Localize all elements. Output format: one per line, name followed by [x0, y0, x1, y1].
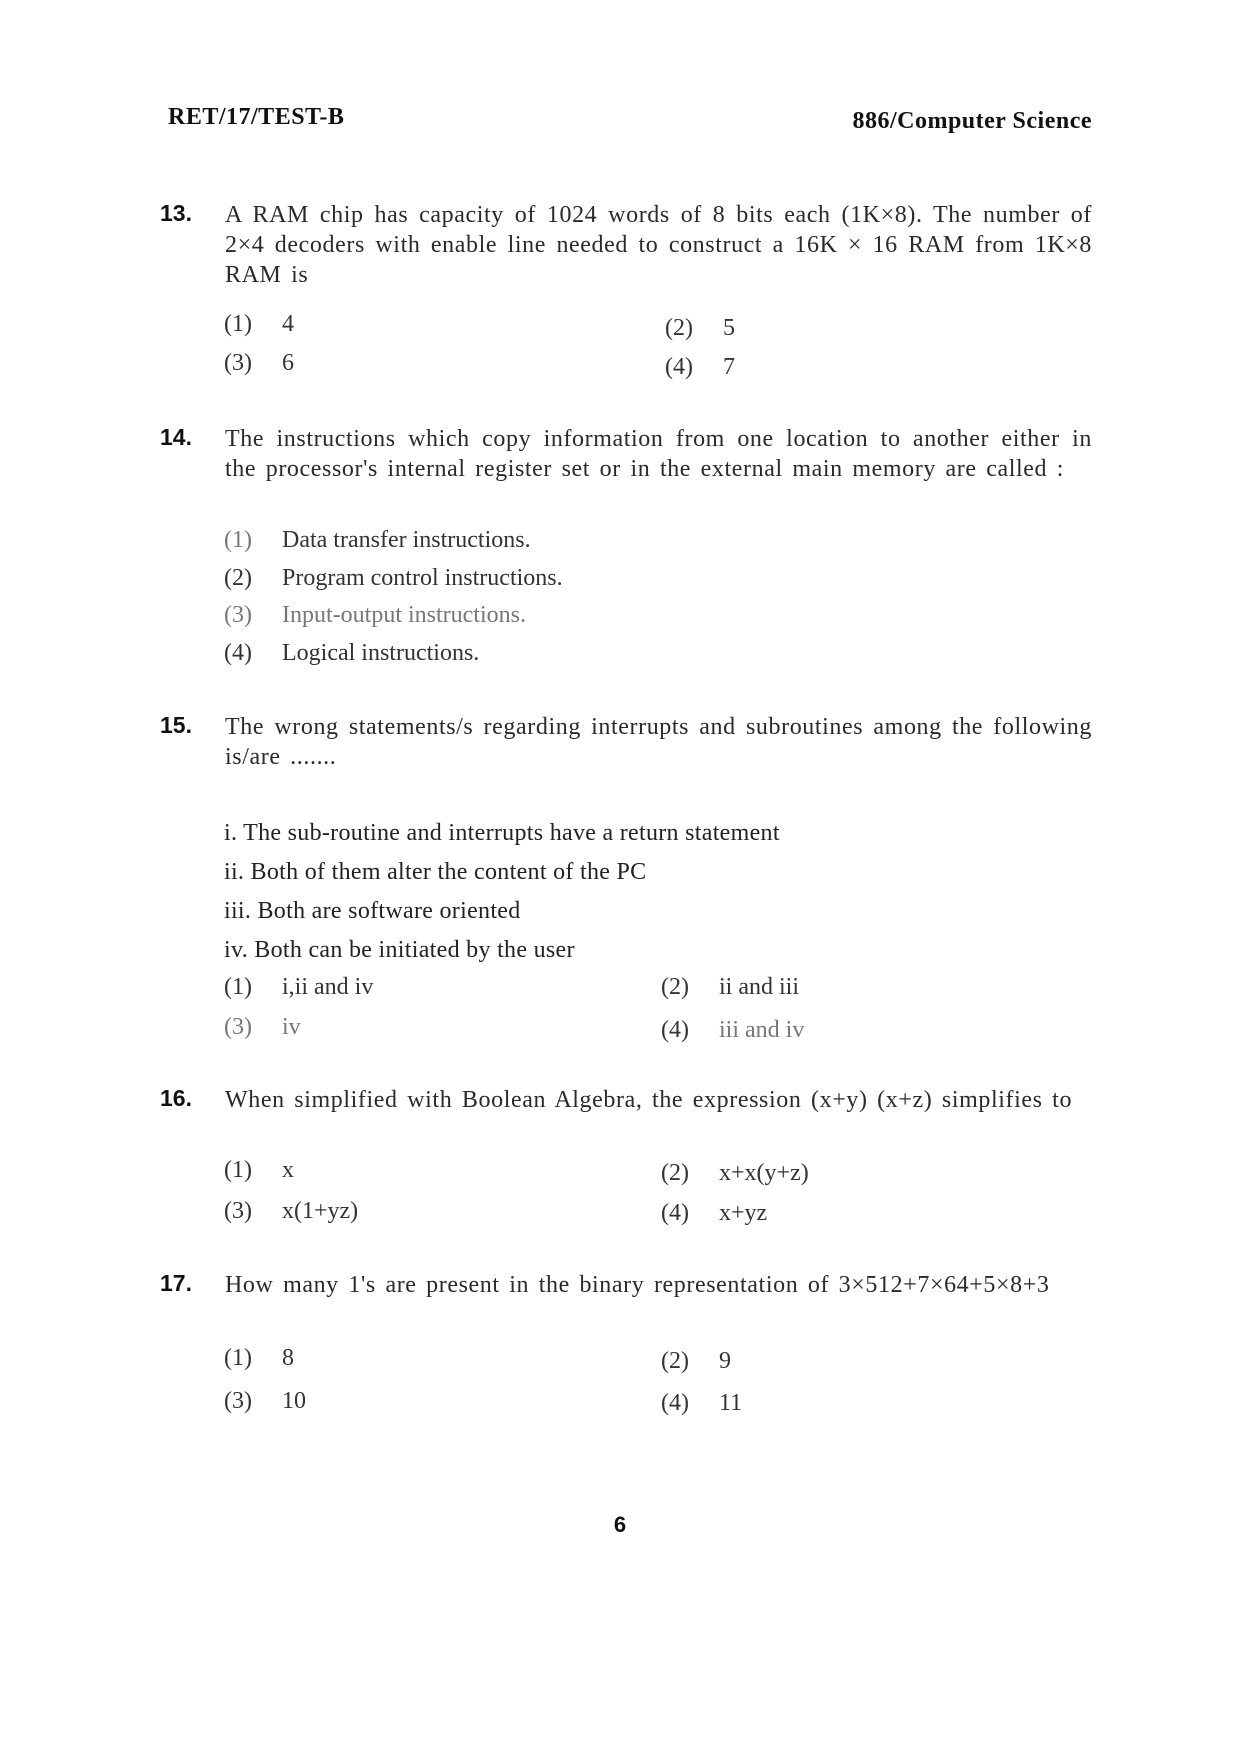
option-number: (2) [665, 315, 693, 341]
option-text: 4 [282, 311, 294, 337]
option-number: (4) [661, 1200, 689, 1226]
option-number: (1) [224, 527, 252, 553]
option-text: x [282, 1157, 294, 1183]
question-16 [160, 1085, 1092, 1155]
option-4[interactable] [661, 1388, 742, 1418]
question-17 [160, 1270, 1092, 1340]
option-number: (3) [224, 1014, 252, 1040]
question-text: How many 1's are present in the binary representation of 3×512+7×64+5×8+3 [225, 1272, 1050, 1298]
question-text: When simplified with Boolean Algebra, the expression (x+y) (x+z) simplifies to [225, 1087, 1073, 1113]
option-number: (2) [224, 565, 252, 591]
option-number: (3) [224, 350, 252, 376]
option-4[interactable] [224, 638, 479, 668]
option-text: x(1+yz) [282, 1198, 359, 1224]
question-13 [160, 200, 1092, 380]
subject-title: 886/Computer Science [852, 108, 1092, 134]
question-number: 14. [160, 424, 192, 450]
option-number: (4) [224, 640, 252, 666]
question-number: 17. [160, 1270, 192, 1296]
option-2[interactable] [224, 563, 563, 593]
option-text: x+yz [719, 1200, 768, 1226]
option-number: (3) [224, 602, 252, 628]
question-text: A RAM chip has capacity of 1024 words of 8 bits each (1K×8). The number of 2×4 decoders with enable line needed to construct a 16K × 16 RAM from 1K×8 RAM is [225, 202, 1092, 288]
option-number: (4) [665, 354, 693, 380]
option-text: 9 [719, 1348, 731, 1374]
option-number: (1) [224, 1157, 252, 1183]
option-1[interactable] [224, 309, 294, 339]
statement-i: i. The sub-routine and interrupts have a return statement [224, 820, 780, 846]
option-3[interactable] [224, 1196, 358, 1226]
option-number: (3) [224, 1388, 252, 1414]
option-number: (1) [224, 974, 252, 1000]
option-3[interactable] [224, 1012, 301, 1042]
option-2[interactable] [661, 1346, 731, 1376]
option-text: iii and iv [719, 1017, 805, 1043]
option-text: i,ii and iv [282, 974, 374, 1000]
option-text: x+x(y+z) [719, 1160, 809, 1186]
question-14 [160, 424, 1092, 524]
option-2[interactable] [665, 313, 735, 343]
question-text: The instructions which copy information from one location to another either in the processor's internal register set or in the external main memory are called : [225, 426, 1092, 482]
option-2[interactable] [661, 1158, 809, 1188]
page-number: 6 [613, 1512, 627, 1537]
statement-iii: iii. Both are software oriented [224, 898, 521, 924]
question-15 [160, 712, 1092, 782]
option-text: iv [282, 1014, 301, 1040]
option-number: (1) [224, 311, 252, 337]
option-1[interactable] [224, 972, 373, 1002]
statement-ii: ii. Both of them alter the content of the PC [224, 859, 647, 885]
question-number: 13. [160, 200, 192, 226]
option-number: (1) [224, 1345, 252, 1371]
option-1[interactable] [224, 525, 531, 555]
option-number: (2) [661, 1160, 689, 1186]
option-text: 5 [723, 315, 735, 341]
option-text: Input-output instructions. [282, 602, 526, 628]
paper-code: RET/17/TEST-B [168, 104, 345, 130]
option-2[interactable] [661, 972, 799, 1002]
option-text: 11 [719, 1390, 743, 1416]
option-4[interactable] [665, 352, 735, 382]
question-text: The wrong statements/s regarding interrupts and subroutines among the following is/are ....... [225, 714, 1092, 770]
option-text: 10 [282, 1388, 306, 1414]
option-text: 6 [282, 350, 294, 376]
option-4[interactable] [661, 1198, 767, 1228]
question-number: 15. [160, 712, 192, 738]
option-text: 8 [282, 1345, 294, 1371]
option-1[interactable] [224, 1343, 294, 1373]
option-4[interactable] [661, 1015, 804, 1045]
option-text: Data transfer instructions. [282, 527, 531, 553]
statement-iv: iv. Both can be initiated by the user [224, 937, 575, 963]
option-3[interactable] [224, 1386, 306, 1416]
option-number: (3) [224, 1198, 252, 1224]
option-1[interactable] [224, 1155, 294, 1185]
option-text: ii and iii [719, 974, 799, 1000]
option-number: (4) [661, 1390, 689, 1416]
option-text: Logical instructions. [282, 640, 480, 666]
option-text: 7 [723, 354, 735, 380]
option-text: Program control instructions. [282, 565, 563, 591]
option-3[interactable] [224, 600, 526, 630]
option-number: (4) [661, 1017, 689, 1043]
option-3[interactable] [224, 348, 294, 378]
option-number: (2) [661, 1348, 689, 1374]
question-number: 16. [160, 1085, 192, 1111]
option-number: (2) [661, 974, 689, 1000]
